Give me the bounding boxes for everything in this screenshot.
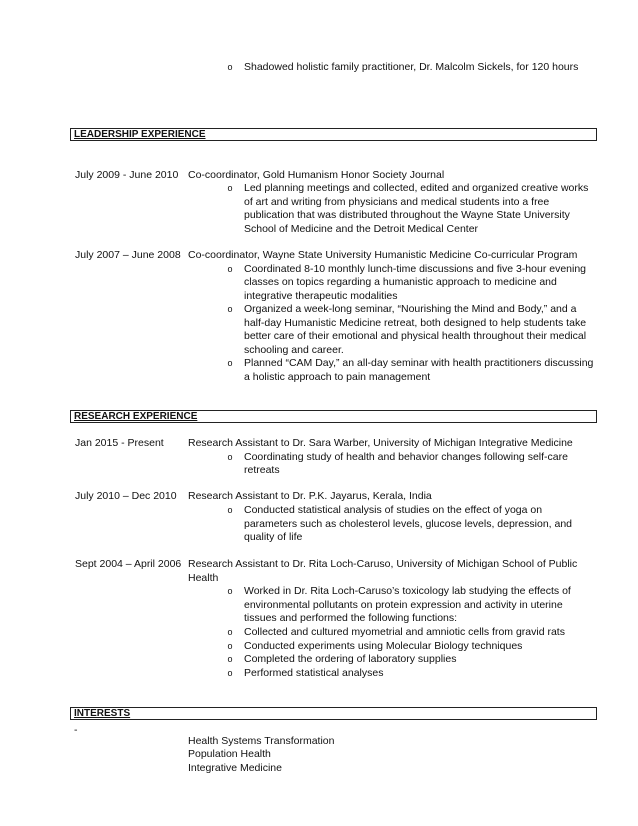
bullet-line: Coordinating study of health and behavior changes following self-care [244, 451, 568, 463]
bullet-line: parameters such as cholesterol levels, glucose levels, depression, and [244, 518, 573, 530]
entry-date: July 2007 – June 2008 [75, 249, 181, 261]
entry-date: Jan 2015 - Present [75, 437, 164, 449]
bullet-marker: o [227, 183, 233, 193]
bullet-line: Coordinated 8-10 monthly lunch-time discussions and five 3-hour evening [244, 263, 587, 275]
bullet-line: Conducted experiments using Molecular Biology techniques [244, 640, 523, 652]
bullet-line: tissues and performed the following functions: [244, 612, 458, 624]
bullet-line: Planned “CAM Day,” an all-day seminar with health practitioners discussing [244, 357, 594, 369]
interest-item: Health Systems Transformation [188, 735, 335, 747]
bullet-line: Collected and cultured myometrial and amniotic cells from gravid rats [244, 626, 565, 638]
bullet-line: Organized a week-long seminar, “Nourishing the Mind and Body,” and a [244, 303, 577, 315]
top-bullet-text: Shadowed holistic family practitioner, Dr. Malcolm Sickels, for 120 hours [244, 61, 579, 73]
leadership-section-title: LEADERSHIP EXPERIENCE [74, 129, 206, 140]
bullet-line: better care of their emotional and physical health throughout their medical [244, 330, 587, 342]
interest-item: Population Health [188, 748, 271, 760]
interest-item: Integrative Medicine [188, 762, 282, 774]
bullet-line: retreats [244, 464, 280, 476]
bullet-line: publication that was distributed throughout the Wayne State University [244, 209, 570, 221]
interests-section-header [70, 707, 597, 720]
research-section-title: RESEARCH EXPERIENCE [74, 411, 198, 422]
bullet-marker: o [227, 62, 233, 72]
leadership-section-header [70, 128, 597, 141]
research-section-header [70, 410, 597, 423]
bullet-line: Conducted statistical analysis of studies on the effect of yoga on [244, 504, 543, 516]
entry-role-continued: Health [188, 572, 219, 584]
bullet-line: quality of life [244, 531, 303, 543]
entry-role: Research Assistant to Dr. P.K. Jayarus, Kerala, India [188, 490, 432, 502]
bullet-line: schooling and career. [244, 344, 344, 356]
bullet-marker: o [227, 505, 233, 515]
bullet-line: integrative therapeutic modalities [244, 290, 398, 302]
bullet-marker: o [227, 641, 233, 651]
entry-role: Research Assistant to Dr. Rita Loch-Caruso, University of Michigan School of Public [188, 558, 578, 570]
interests-dash: - [74, 724, 78, 736]
bullet-line: of art and writing from physicians and medical students into a free [244, 196, 550, 208]
bullet-line: Performed statistical analyses [244, 667, 384, 679]
bullet-marker: o [227, 452, 233, 462]
entry-date: July 2010 – Dec 2010 [75, 490, 177, 502]
entry-date: July 2009 - June 2010 [75, 169, 179, 181]
bullet-line: Completed the ordering of laboratory supplies [244, 653, 457, 665]
bullet-line: a holistic approach to pain management [244, 371, 431, 383]
bullet-marker: o [227, 358, 233, 368]
bullet-line: environmental pollutants on protein expression and activity in uterine [244, 599, 563, 611]
entry-role: Co-coordinator, Wayne State University Humanistic Medicine Co-curricular Program [188, 249, 578, 261]
bullet-marker: o [227, 654, 233, 664]
bullet-marker: o [227, 627, 233, 637]
bullet-line: half-day Humanistic Medicine retreat, both designed to help students take [244, 317, 587, 329]
bullet-marker: o [227, 586, 233, 596]
entry-role: Research Assistant to Dr. Sara Warber, University of Michigan Integrative Medicine [188, 437, 573, 449]
bullet-marker: o [227, 668, 233, 678]
bullet-line: classes on topics regarding a humanistic approach to medicine and [244, 276, 557, 288]
bullet-line: Led planning meetings and collected, edited and organized creative works [244, 182, 589, 194]
entry-role: Co-coordinator, Gold Humanism Honor Society Journal [188, 169, 445, 181]
entry-date: Sept 2004 – April 2006 [75, 558, 182, 570]
bullet-line: School of Medicine and the Detroit Medical Center [244, 223, 479, 235]
bullet-marker: o [227, 264, 233, 274]
interests-section-title: INTERESTS [74, 708, 131, 719]
bullet-line: Worked in Dr. Rita Loch-Caruso’s toxicology lab studying the effects of [244, 585, 571, 597]
bullet-marker: o [227, 304, 233, 314]
